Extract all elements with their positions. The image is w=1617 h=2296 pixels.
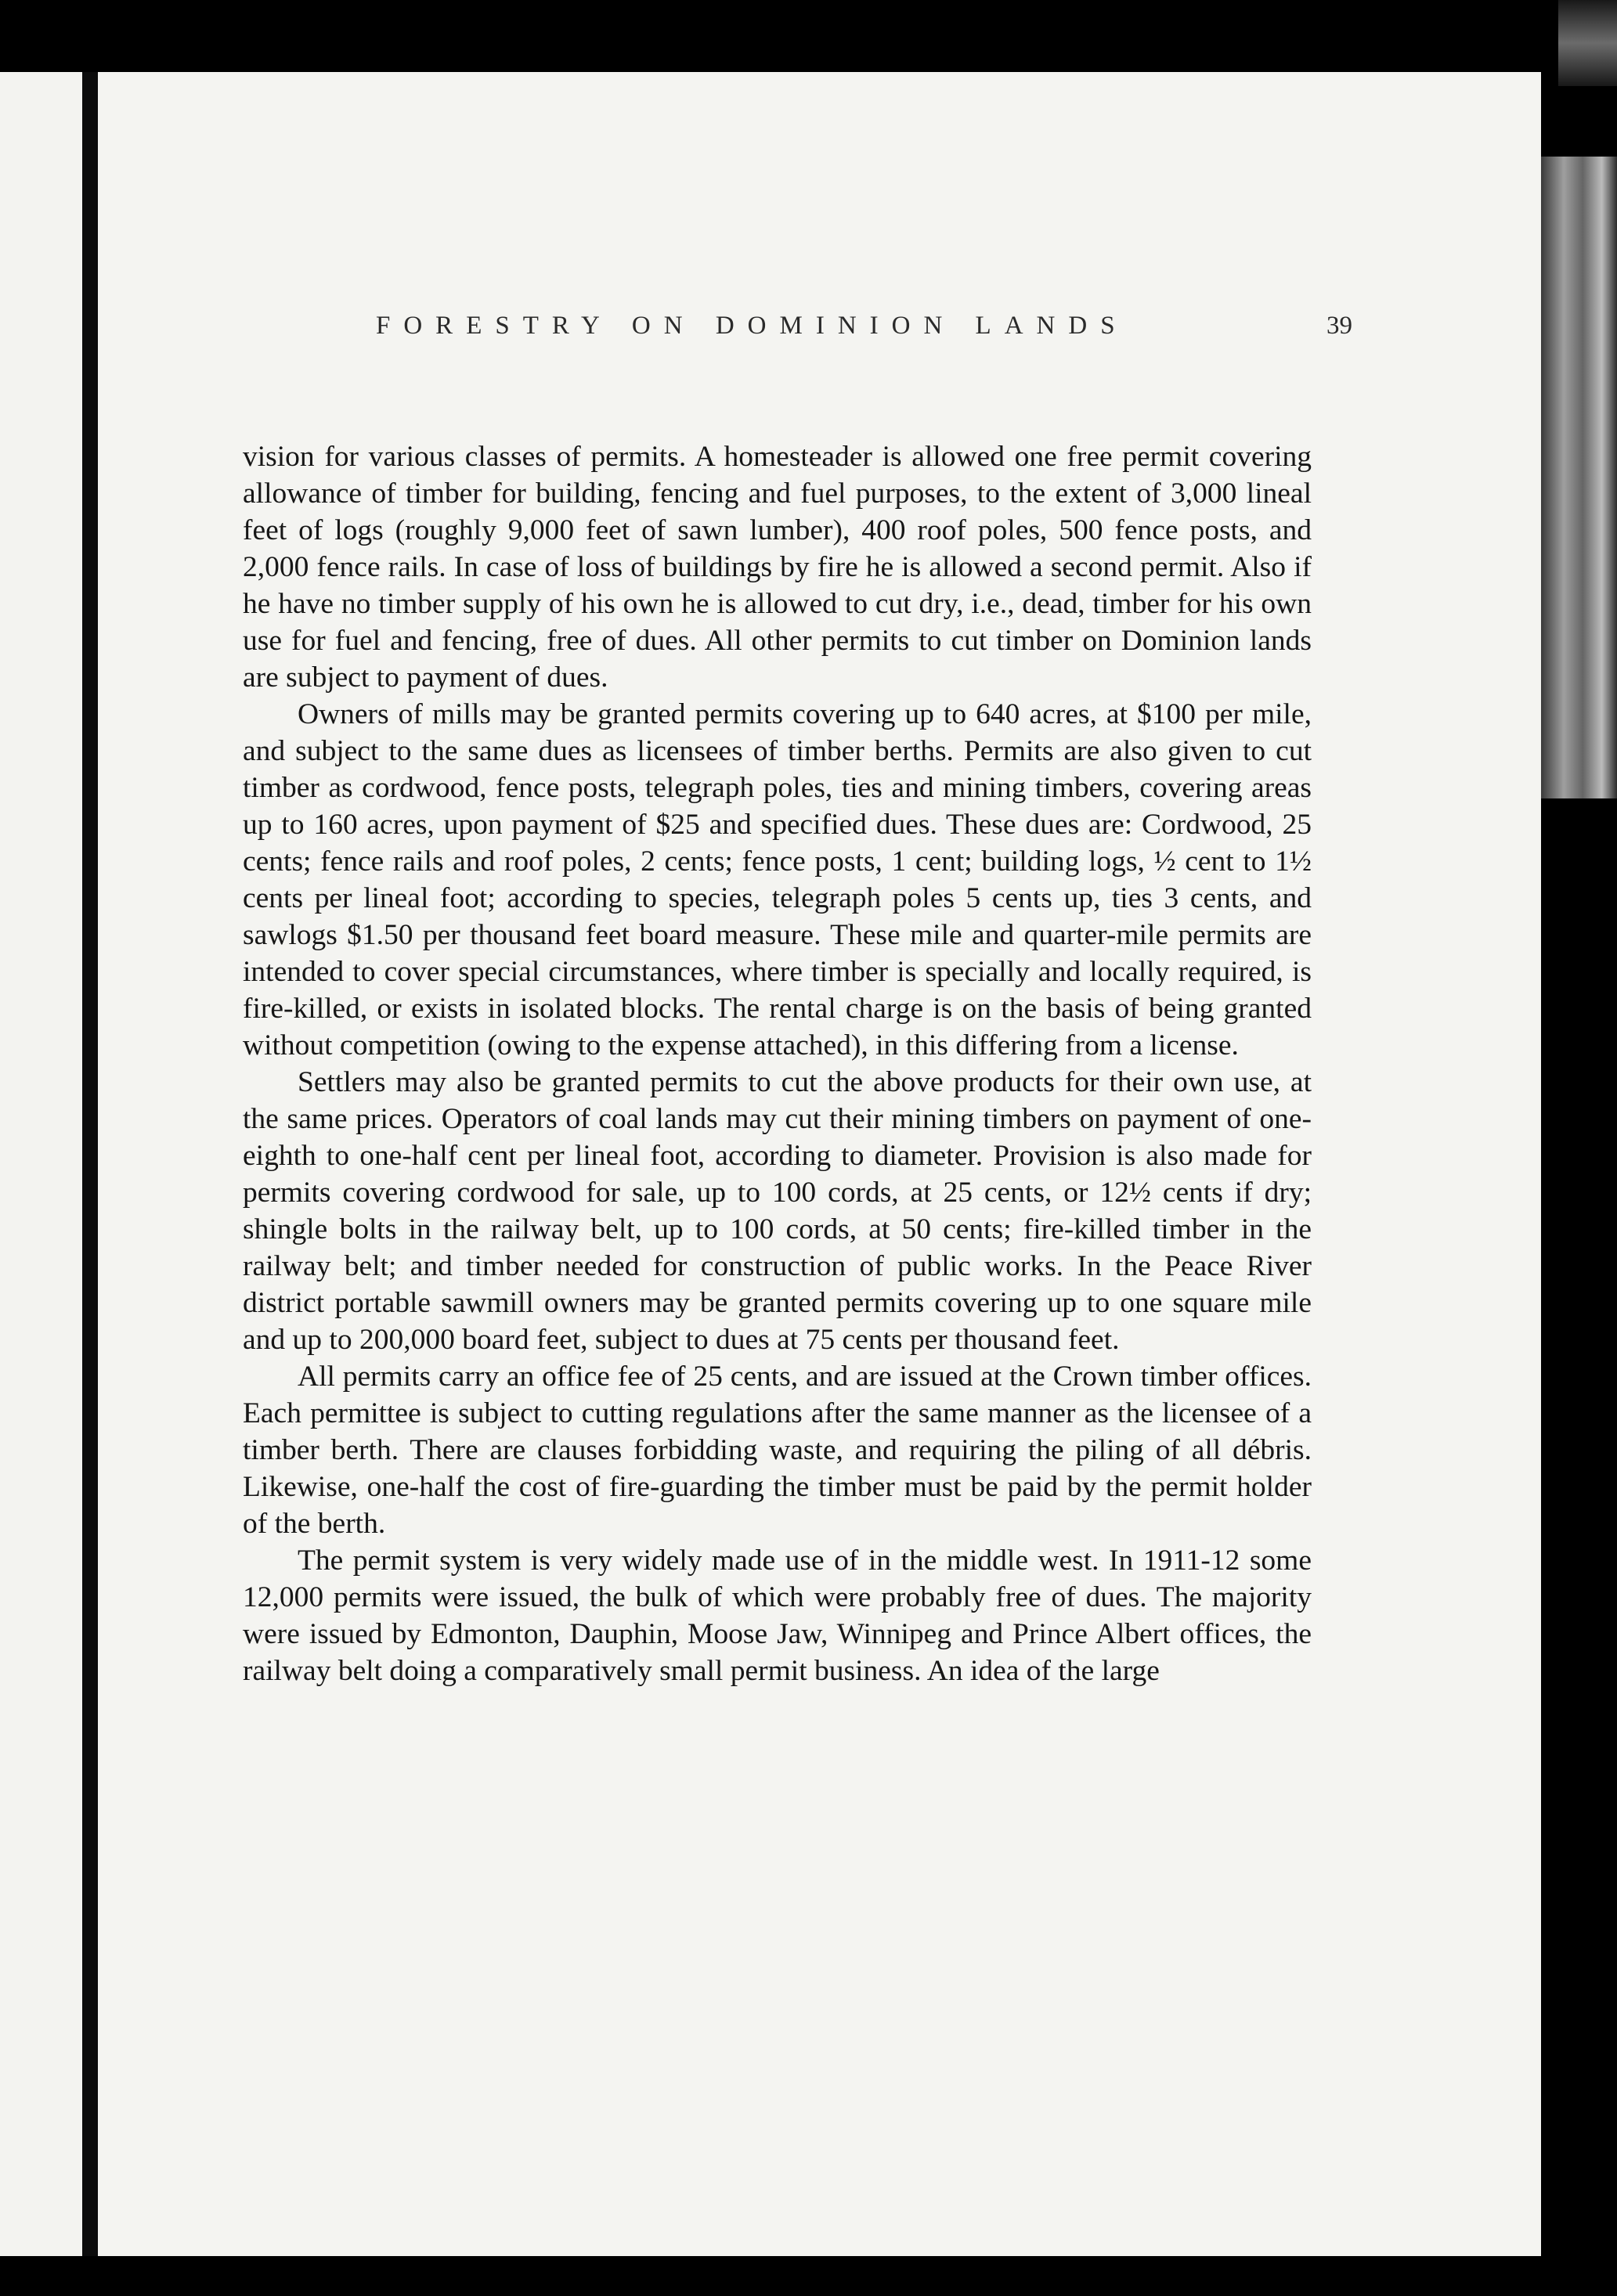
paragraph: Owners of mills may be granted permits covering up to 640 acres, at $100 per mile, and subject to the same dues as licensees of timber berths. Permits are also given to cut timber as cordwood, fence posts, telegraph poles, ties and mining timbers, covering areas up to 160 acres, upon payment of $25 and specified dues. These dues are: Cordwood, 25 cents; fence rails and roof poles, 2 cents; fence posts, 1 cent; building logs, ½ cent to 1½ cents per lineal foot; according to species, telegraph poles 5 cents up, ties 3 cents, and sawlogs $1.50 per thousand feet board measure. These mile and quarter-mile permits are intended to cover special circumstances, where timber is specially and locally required, is fire-killed, or exists in isolated blocks. The rental charge is on the basis of being granted without competition (owing to the expense attached), in this differing from a license. <box>243 698 1312 1061</box>
paragraph: Settlers may also be granted permits to cut the above products for their own use, at the same prices. Operators of coal lands may cut their mining timbers on payment of one-eighth to one-half cent per lineal foot, according to diameter. Provision is also made for permits covering cordwood for sale, up to 100 cords, at 25 cents, or 12½ cents if dry; shingle bolts in the railway belt, up to 100 cords, at 50 cents; fire-killed timber in the railway belt; and timber needed for construction of public works. In the Peace River district portable sawmill owners may be granted permits covering up to one square mile and up to 200,000 board feet, subject to dues at 75 cents per thousand feet. <box>243 1066 1312 1356</box>
paragraph: The permit system is very widely made use of in the middle west. In 1911-12 some 12,000 permits were issued, the bulk of which were probably free of dues. The majority were issued by Edmonton, Dauphin, Moose Jaw, Winnipeg and Prince Albert offices, the railway belt doing a comparatively small permit business. An idea of the large <box>243 1544 1312 1687</box>
book-page <box>98 72 1541 2256</box>
body-text <box>243 438 1312 1689</box>
page-gutter <box>82 72 98 2256</box>
running-head: FORESTRY ON DOMINION LANDS <box>376 312 1128 340</box>
paragraph: vision for various classes of permits. A homesteader is allowed one free permit covering allowance of timber for building, fencing and fuel purposes, to the extent of 3,000 lineal feet of logs (roughly 9,000 feet of sawn lumber), 400 roof poles, 500 fence posts, and 2,000 fence rails. In case of loss of buildings by fire he is allowed a second permit. Also if he have no timber supply of his own he is allowed to cut dry, i.e., dead, timber for his own use for fuel and fencing, free of dues. All other permits to cut timber on Dominion lands are subject to payment of dues. <box>243 441 1312 694</box>
facing-page-edge <box>0 72 82 2256</box>
page-number: 39 <box>1326 312 1352 340</box>
paragraph: All permits carry an office fee of 25 cents, and are issued at the Crown timber offices. Each permittee is subject to cutting regulations after the same manner as the licensee of a timber berth. There are clauses forbidding waste, and requiring the piling of all débris. Likewise, one-half the cost of fire-guarding the timber must be paid by the permit holder of the berth. <box>243 1361 1312 1540</box>
scan-edge-artifact <box>1541 157 1617 798</box>
scan-corner-artifact <box>1558 0 1617 86</box>
page-header <box>98 312 1541 351</box>
